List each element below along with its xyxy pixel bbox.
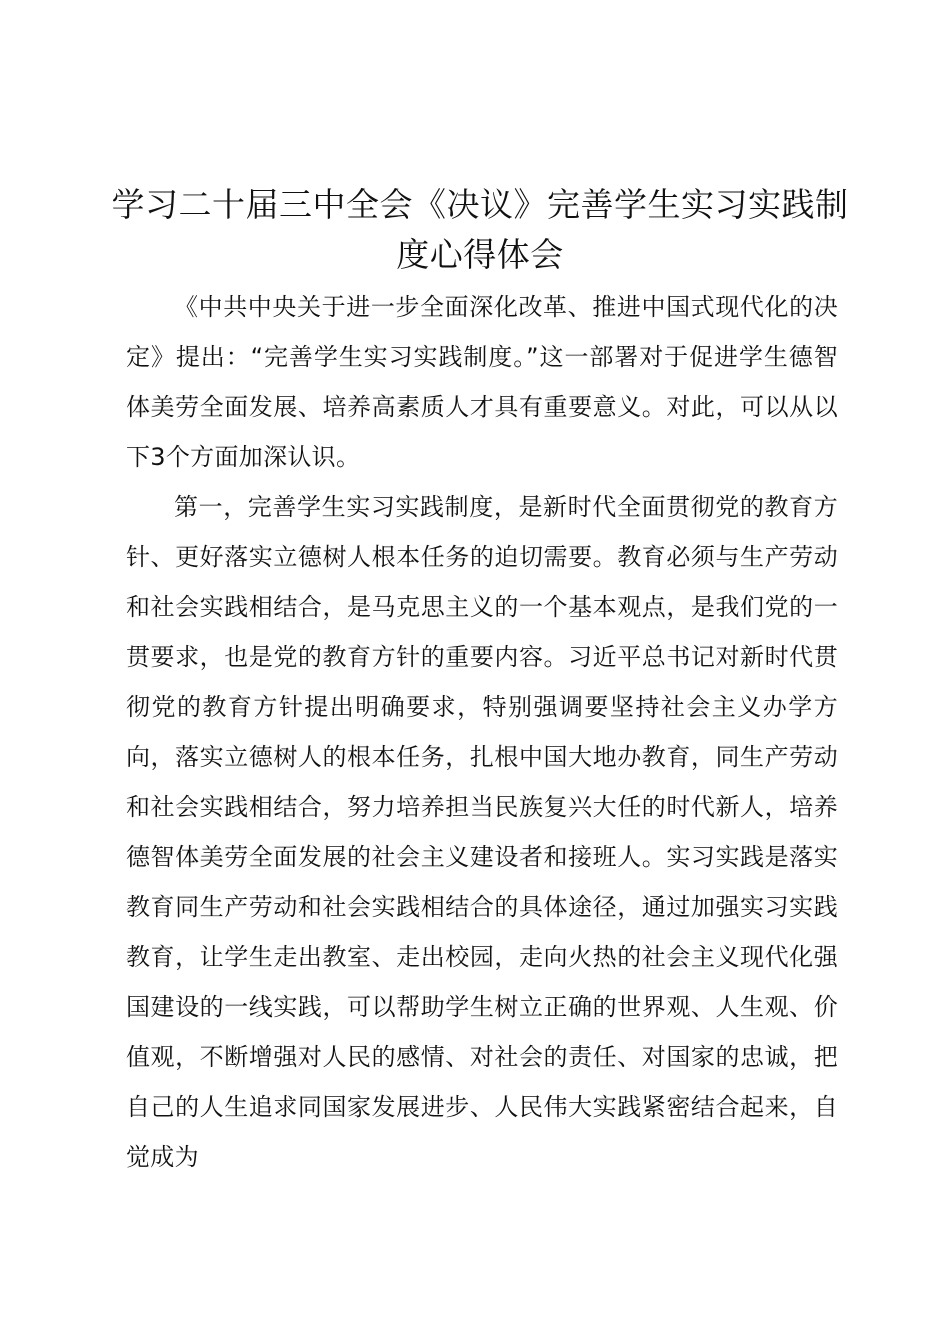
document-body [126,282,838,1182]
paragraph-first-point: 第一，完善学生实习实践制度，是新时代全面贯彻党的教育方针、更好落实立德树人根本任务的迫切需要。教育必须与生产劳动和社会实践相结合，是马克思主义的一个基本观点，是我们党的一贯要求，也是党的教育方针的重要内容。习近平总书记对新时代贯彻党的教育方针提出明确要求，特别强调要坚持社会主义办学方向，落实立德树人的根本任务，扎根中国大地办教育，同生产劳动和社会实践相结合，努力培养担当民族复兴大任的时代新人，培养德智体美劳全面发展的社会主义建设者和接班人。实习实践是落实教育同生产劳动和社会实践相结合的具体途径，通过加强实习实践教育，让学生走出教室、走出校园，走向火热的社会主义现代化强国建设的一线实践，可以帮助学生树立正确的世界观、人生观、价值观，不断增强对人民的感情、对社会的责任、对国家的忠诚，把自己的人生追求同国家发展进步、人民伟大实践紧密结合起来，自觉成为 [126,493,838,1171]
document-title: 学习二十届三中全会《决议》完善学生实习实践制度心得体会 [111,185,849,274]
paragraph-intro: 《中共中央关于进一步全面深化改革、推进中国式现代化的决定》提出：“完善学生实习实践制度。”这一部署对于促进学生德智体美劳全面发展、培养高素质人才具有重要意义。对此，可以从以下3个方面加深认识。 [126,293,838,471]
